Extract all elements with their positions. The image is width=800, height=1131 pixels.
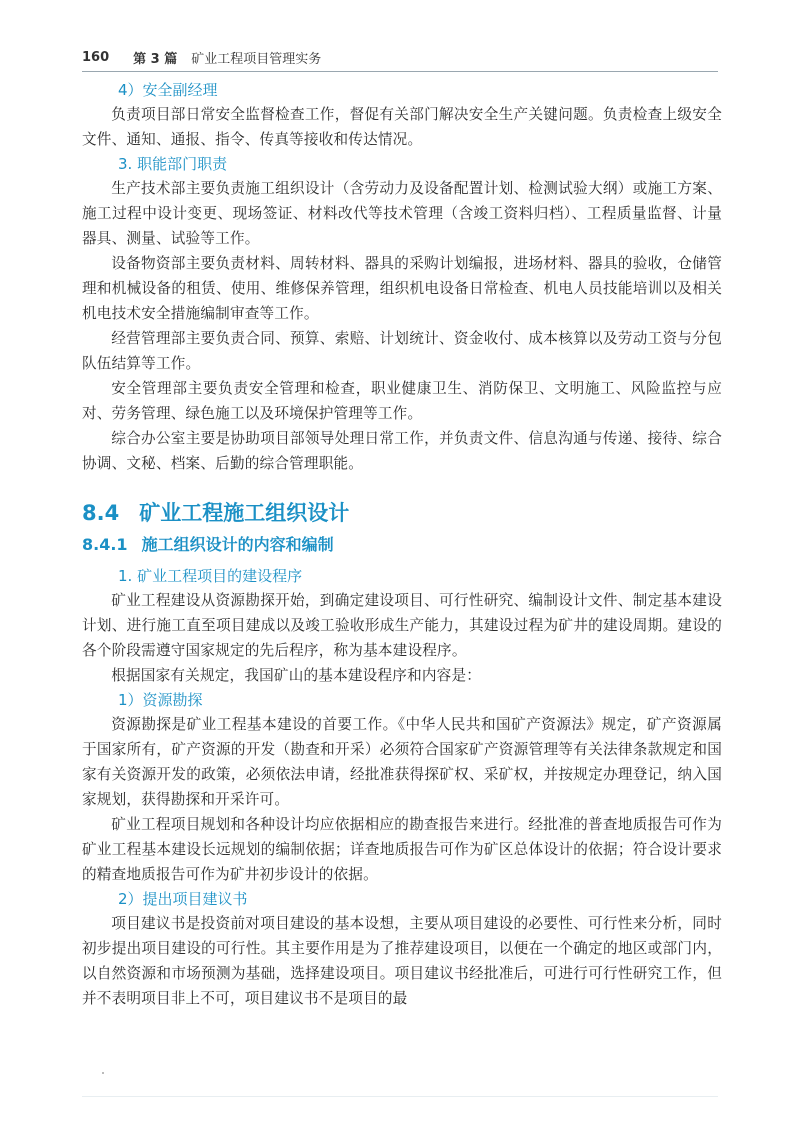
subsection-heading (82, 532, 722, 558)
subsection-number: 8.4.1 (82, 535, 128, 554)
paragraph: 负责项目部日常安全监督检查工作，督促有关部门解决安全生产关键问题。负责检查上级安全文件、通知、通报、指令、传真等接收和传达情况。 (82, 106, 722, 148)
section-title: 矿业工程施工组织设计 (139, 501, 350, 525)
paragraph: 综合办公室主要是协助项目部领导处理日常工作，并负责文件、信息沟通与传递、接待、综合协调、文秘、档案、后勤的综合管理职能。 (82, 430, 722, 472)
heading-resource-exploration: 1）资源勘探 (118, 691, 203, 709)
paragraph: 根据国家有关规定，我国矿山的基本建设程序和内容是： (111, 667, 482, 684)
book-title: 矿业工程项目管理实务 (191, 51, 322, 67)
paragraph: 生产技术部主要负责施工组织设计（含劳动力及设备配置计划、检测试验大纲）或施工方案、施工过程中设计变更、现场签证、材料改代等技术管理（含竣工资料归档）、工程质量监督、计量器具、测量、试验等工作。 (82, 180, 722, 247)
paragraph: 安全管理部主要负责安全管理和检查，职业健康卫生、消防保卫、文明施工、风险监控与应对、劳务管理、绿色施工以及环境保护管理等工作。 (82, 380, 722, 422)
subsection-title: 施工组织设计的内容和编制 (141, 535, 334, 554)
heading-functional-dept: 3. 职能部门职责 (118, 155, 228, 173)
heading-safety-deputy: 4）安全副经理 (118, 81, 218, 99)
part-label: 第 3 篇 (133, 51, 178, 67)
heading-construction-procedure: 1. 矿业工程项目的建设程序 (118, 567, 303, 585)
page-body (82, 78, 722, 1011)
paragraph: 资源勘探是矿业工程基本建设的首要工作。《中华人民共和国矿产资源法》规定，矿产资源属于国家所有，矿产资源的开发（勘查和开采）必须符合国家矿产资源管理等有关法律条款规定和国家有关资源开发的政策，必须依法申请，经批准获得探矿权、采矿权，并按规定办理登记，纳入国家规划，获得勘探和开采许可。 (82, 716, 722, 808)
scan-dot (102, 1072, 104, 1074)
heading-project-proposal: 2）提出项目建议书 (118, 890, 248, 908)
page-number: 160 (82, 49, 110, 65)
paragraph: 经营管理部主要负责合同、预算、索赔、计划统计、资金收付、成本核算以及劳动工资与分包队伍结算等工作。 (82, 330, 722, 372)
paragraph: 矿业工程建设从资源勘探开始，到确定建设项目、可行性研究、编制设计文件、制定基本建设计划、进行施工直至项目建成以及竣工验收形成生产能力，其建设过程为矿井的建设周期。建设的各个阶段需遵守国家规定的先后程序，称为基本建设程序。 (82, 592, 722, 659)
section-heading (82, 498, 722, 528)
paragraph: 矿业工程项目规划和各种设计均应依据相应的勘查报告来进行。经批准的普查地质报告可作为矿业工程基本建设长远规划的编制依据；详查地质报告可作为矿区总体设计的依据；符合设计要求的精查地质报告可作为矿井初步设计的依据。 (82, 816, 722, 883)
paragraph: 项目建议书是投资前对项目建设的基本设想，主要从项目建设的必要性、可行性来分析，同时初步提出项目建设的可行性。其主要作用是为了推荐建设项目，以便在一个确定的地区或部门内，以自然资源和市场预测为基础，选择建设项目。项目建议书经批准后，可进行可行性研究工作，但并不表明项目非上不可，项目建议书不是项目的最 (82, 915, 722, 1007)
section-number: 8.4 (82, 501, 120, 525)
footer-rule (82, 1096, 718, 1097)
running-header (82, 44, 718, 70)
header-rule (82, 71, 718, 72)
paragraph: 设备物资部主要负责材料、周转材料、器具的采购计划编报，进场材料、器具的验收，仓储管理和机械设备的租赁、使用、维修保养管理，组织机电设备日常检查、机电人员技能培训以及相关机电技术安全措施编制审查等工作。 (82, 255, 722, 322)
